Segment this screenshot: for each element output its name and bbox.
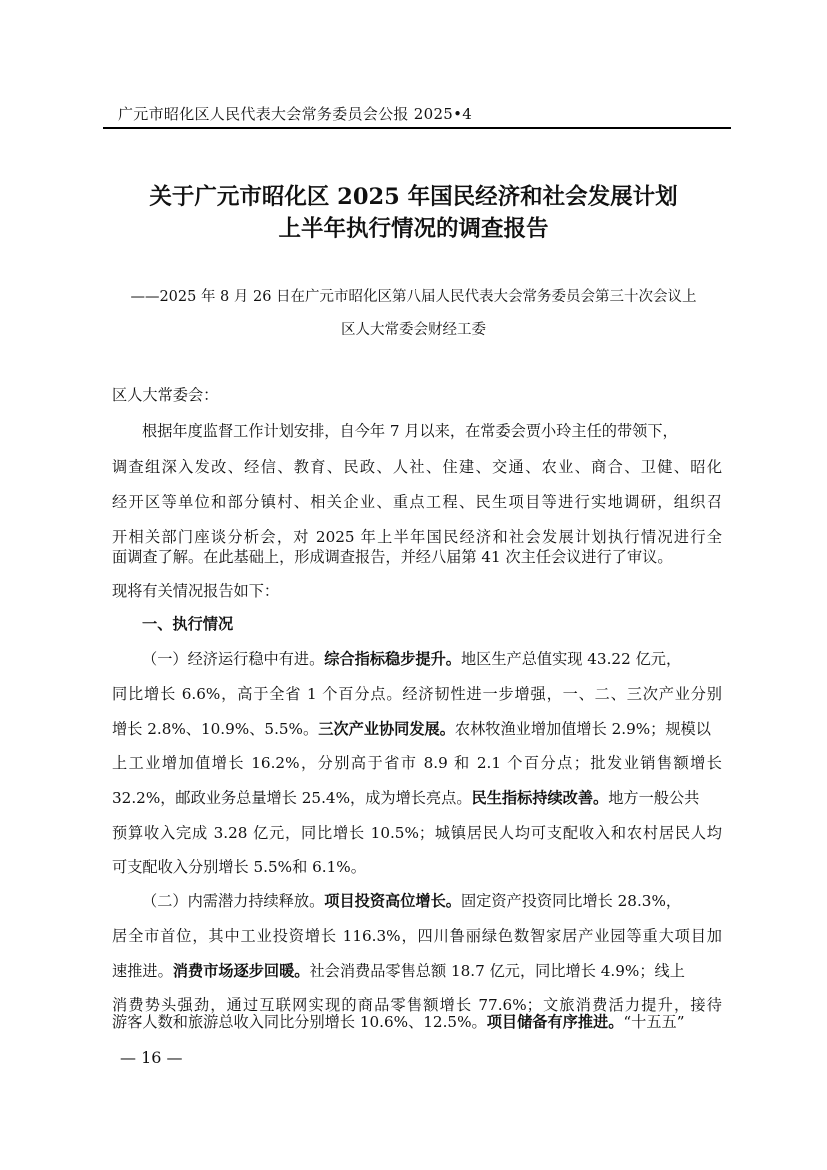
bold-lead: 综合指标稳步提升。 bbox=[324, 650, 461, 668]
text-span: 固定资产投资同比增长 28.3%， bbox=[460, 892, 682, 910]
text-span: 地区生产总值实现 43.22 亿元， bbox=[460, 650, 682, 668]
bold-lead: 三次产业协同发展。 bbox=[318, 720, 455, 738]
paragraph-1-line: 现将有关情况报告如下： bbox=[112, 582, 280, 600]
salutation: 区人大常委会： bbox=[112, 386, 219, 404]
text-span: 农林牧渔业增加值增长 2.9%；规模以 bbox=[454, 720, 711, 738]
paragraph-3-line: 居全市首位，其中工业投资增长 116.3%，四川鲁丽绿色数智家居产业园等重大项目加 bbox=[112, 927, 722, 945]
subsection-heading: （一）经济运行稳中有进。 bbox=[142, 650, 325, 668]
text-span: 地方一般公共 bbox=[608, 789, 700, 807]
report-subtitle-line-1: ——2025 年 8 月 26 日在广元市昭化区第八届人民代表大会常务委员会第三十次会议上 bbox=[130, 289, 697, 305]
text-span: 增长 2.8%、10.9%、5.5%。 bbox=[112, 720, 319, 738]
section-heading: 一、执行情况 bbox=[142, 615, 234, 633]
paragraph-3-line bbox=[142, 891, 722, 911]
paragraph-3-line: 消费势头强劲，通过互联网实现的商品零售额增长 77.6%；文旅消费活力提升，接待 bbox=[112, 996, 722, 1014]
paragraph-1-line: 面调查了解。在此基础上，形成调查报告，并经八届第 41 次主任会议进行了审议。 bbox=[112, 548, 673, 566]
bold-lead: 项目投资高位增长。 bbox=[324, 892, 461, 910]
paragraph-3-line bbox=[112, 961, 722, 981]
subsection-heading: （二）内需潜力持续释放。 bbox=[142, 892, 325, 910]
paragraph-3-line bbox=[112, 1012, 722, 1032]
paragraph-1-line: 经开区等单位和部分镇村、相关企业、重点工程、民生项目等进行实地调研，组织召 bbox=[112, 493, 722, 511]
paragraph-2-line: 同比增长 6.6%，高于全省 1 个百分点。经济韧性进一步增强，一、二、三次产业分别 bbox=[112, 685, 722, 703]
text-span: 32.2%，邮政业务总量增长 25.4%，成为增长亮点。 bbox=[112, 789, 472, 807]
report-subtitle-line-2: 区人大常委会财经工委 bbox=[341, 322, 486, 338]
paragraph-1-line: 调查组深入发改、经信、教育、民政、人社、住建、交通、农业、商合、卫健、昭化 bbox=[112, 458, 722, 476]
paragraph-2-line: 可支配收入分别增长 5.5%和 6.1%。 bbox=[112, 858, 366, 876]
paragraph-2-line: 预算收入完成 3.28 亿元，同比增长 10.5%；城镇居民人均可支配收入和农村居民人均 bbox=[112, 824, 722, 842]
page-number: — 16 — bbox=[120, 1048, 183, 1067]
paragraph-1-line: 根据年度监督工作计划安排，自今年 7 月以来，在常委会贾小玲主任的带领下， bbox=[142, 422, 678, 440]
header-rule bbox=[103, 127, 731, 129]
report-title-line-1: 关于广元市昭化区 2025 年国民经济和社会发展计划 bbox=[149, 184, 678, 210]
bold-lead: 民生指标持续改善。 bbox=[471, 789, 609, 807]
text-span: 速推进。 bbox=[112, 962, 173, 980]
text-span: 游客人数和旅游总收入同比分别增长 10.6%、12.5%。 bbox=[112, 1013, 487, 1031]
report-title-line-2: 上半年执行情况的调查报告 bbox=[278, 216, 549, 242]
text-span: 社会消费品零售总额 18.7 亿元，同比增长 4.9%；线上 bbox=[309, 962, 685, 980]
paragraph-2-line: 上工业增加值增长 16.2%，分别高于省市 8.9 和 2.1 个百分点；批发业销售额增长 bbox=[112, 754, 722, 772]
paragraph-1-line: 开相关部门座谈分析会，对 2025 年上半年国民经济和社会发展计划执行情况进行全 bbox=[112, 528, 722, 546]
paragraph-2-line bbox=[112, 788, 722, 808]
bold-lead: 项目储备有序推进。 bbox=[486, 1013, 624, 1031]
paragraph-2-line bbox=[112, 719, 722, 739]
paragraph-2-line bbox=[142, 649, 722, 669]
text-span: “十五五” bbox=[623, 1013, 685, 1031]
running-header: 广元市昭化区人民代表大会常务委员会公报 2025•4 bbox=[118, 105, 473, 123]
bold-lead: 消费市场逐步回暖。 bbox=[172, 962, 310, 980]
